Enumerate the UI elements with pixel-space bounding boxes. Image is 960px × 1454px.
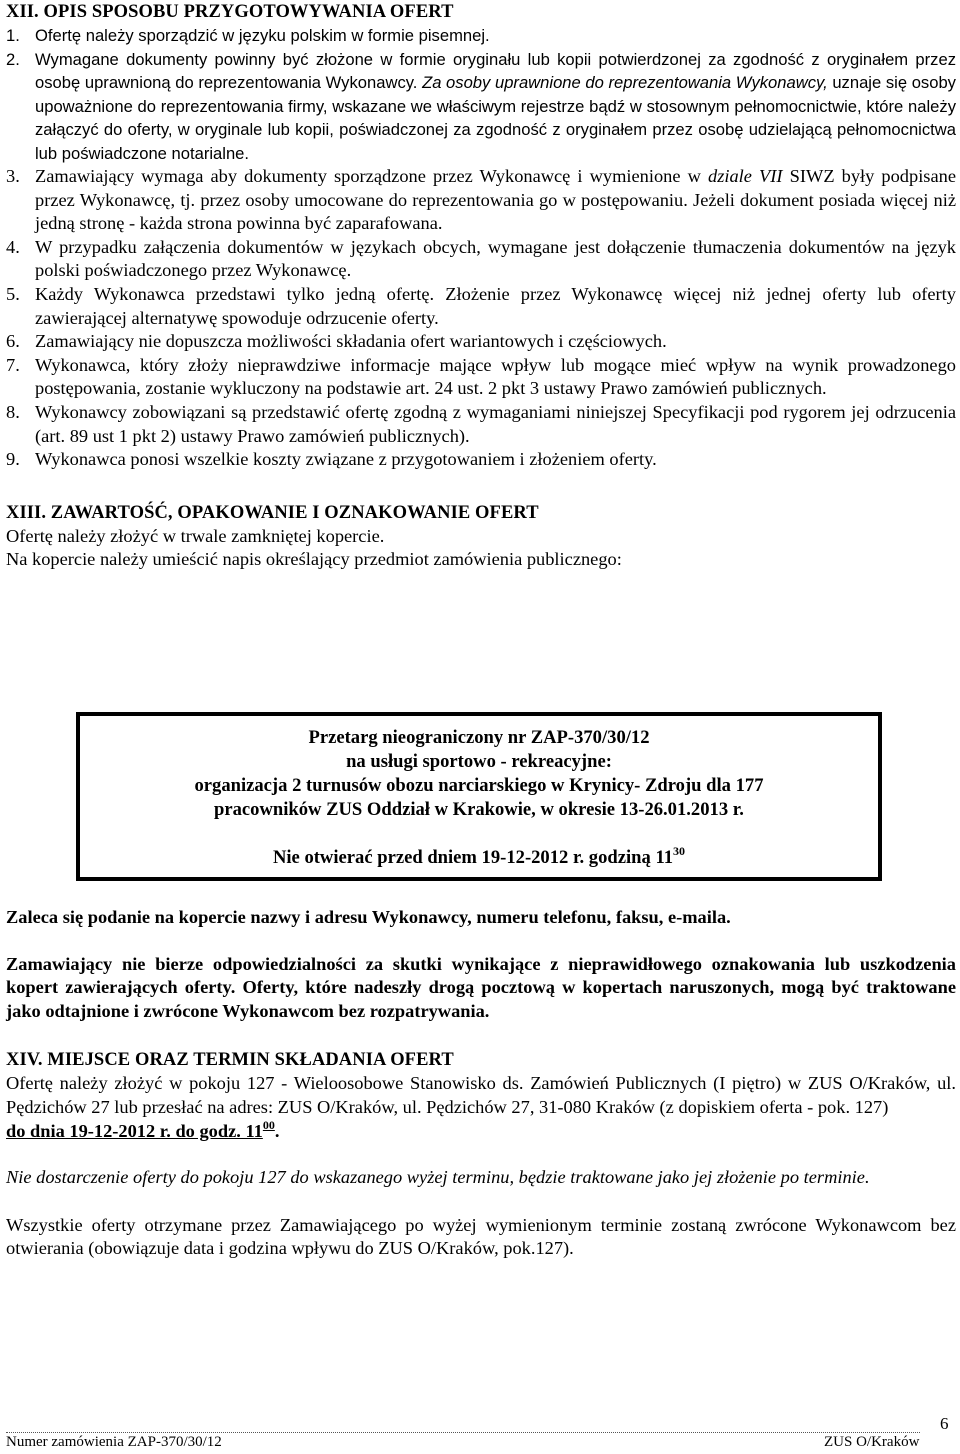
box-line: organizacja 2 turnusów obozu narciarskiego w Krynicy- Zdroju dla 177: [194, 775, 764, 796]
section-13-heading: XIII. ZAWARTOŚĆ, OPAKOWANIE I OZNAKOWANIE OFERT: [6, 502, 539, 523]
section-14-para2: Nie dostarczenie oferty do pokoju 127 do wskazanego wyżej terminu, będzie traktowane jako jej złożenie po terminie.: [6, 1167, 870, 1188]
document-page: [6, 0, 956, 572]
section-13-para2: Zamawiający nie bierze odpowiedzialności za skutki wynikające z nieprawidłowego oznakowania lub uszkodzenia kopert zawierających oferty. Oferty, które nadeszły drogą pocztową w kopertach naruszonych, mogą być traktowane jako odtajnione i zwrócone Wykonawcom bez rozpatrywania.: [6, 953, 956, 1021]
list-item: 2. Wymagane dokumenty powinny być złożone w formie oryginału lub kopii potwierdzonej za zgodność z oryginałem przez osobę uprawnioną do reprezentowania Wykonawcy. Za osoby uprawnione do reprezentowania Wykonawcy, uznaje się osoby upoważnione do reprezentowania firmy, wskazane we właściwym rejestrze bądź w stosownym pełnomocnictwie, które należy załączyć do oferty, w oryginale lub kopii, poświadczonej za zgodność z oryginałem przez osobę udzielającą pełnomocnictwa lub poświadczone notarialne.: [6, 48, 956, 166]
section-14-para1: Ofertę należy złożyć w pokoju 127 - Wieloosobowe Stanowisko ds. Zamówień Publicznych (I piętro) w ZUS O/Kraków, ul. Pędzichów 27 lub przesłać na adres: ZUS O/Kraków, ul. Pędzichów 27, 31-080 Kraków (z dopiskiem oferta - pok. 127): [6, 1073, 956, 1117]
list-item: 3. Zamawiający wymaga aby dokumenty sporządzone przez Wykonawcę i wymienione w dziale VII SIWZ były podpisane przez Wykonawcę, tj. przez osoby umocowane do reprezentowania go w postępowaniu. Jeżeli dokument posiada więcej niż jedną stronę - każda strona powinna być zaparafowana.: [6, 165, 956, 236]
list-item-text: Wykonawcy zobowiązani są przedstawić ofertę zgodną z wymaganiami niniejszej Specyfikacji pod rygorem jej odrzucenia (art. 89 ust 1 pkt 2) ustawy Prawo zamówień publicznych).: [35, 401, 956, 446]
list-item: 9. Wykonawca ponosi wszelkie koszty związane z przygotowaniem i złożeniem oferty.: [6, 448, 956, 472]
list-item-text: Wykonawca ponosi wszelkie koszty związane z przygotowaniem i złożeniem oferty.: [35, 449, 657, 470]
section-14-deadline: do dnia 19-12-2012 r. do godz. $11^{00}$.: [6, 1117, 280, 1141]
box-line: pracowników ZUS Oddział w Krakowie, w okresie 13-26.01.2013 r.: [214, 799, 744, 820]
section-12-list: [6, 24, 956, 165]
list-item-text: Zamawiający nie dopuszcza możliwości składania ofert wariantowych i częściowych.: [35, 331, 667, 352]
section-13-line1: Ofertę należy złożyć w trwale zamkniętej kopercie.: [6, 525, 385, 546]
box-line-deadline: Nie otwierać przed dniem 19-12-2012 r. godziną $11^{30}$: [272, 844, 686, 868]
list-item-text: Wykonawca, który złoży nieprawdziwe informacje mające wpływ lub mogące mieć wpływ na wynik prowadzonego postępowania, zostanie wykluczony na podstawie art. 24 ust. 2 pkt 3 ustawy Prawo zamówień publicznych.: [35, 354, 956, 399]
list-item: 5. Każdy Wykonawca przedstawi tylko jedną ofertę. Złożenie przez Wykonawcę więcej niż jednej oferty lub oferty zawierającej alternatywę spowoduje odrzucenie oferty.: [6, 283, 956, 330]
section-13-line2: Na kopercie należy umieścić napis określający przedmiot zamówienia publicznego:: [6, 549, 622, 570]
list-item-text: W przypadku załączenia dokumentów w językach obcych, wymagane jest dołączenie tłumaczenia dokumentów na język polski poświadczonego przez Wykonawcę.: [35, 236, 956, 281]
list-item: 8. Wykonawcy zobowiązani są przedstawić ofertę zgodną z wymaganiami niniejszej Specyfikacji pod rygorem jej odrzucenia (art. 89 ust 1 pkt 2) ustawy Prawo zamówień publicznych).: [6, 401, 956, 448]
list-item: 4. W przypadku załączenia dokumentów w językach obcych, wymagane jest dołączenie tłumaczenia dokumentów na język polski poświadczonego przez Wykonawcę.: [6, 236, 956, 283]
list-item-text: Każdy Wykonawca przedstawi tylko jedną ofertę. Złożenie przez Wykonawcę więcej niż jednej oferty lub oferty zawierającej alternatywę spowoduje odrzucenie oferty.: [35, 283, 956, 328]
list-item: 6. Zamawiający nie dopuszcza możliwości składania ofert wariantowych i częściowych.: [6, 330, 956, 354]
document-page-lower: [6, 906, 956, 1261]
section-14-para3: Wszystkie oferty otrzymane przez Zamawiającego po wyżej wymienionym terminie zostaną zwrócone Wykonawcom bez otwierania (obowiązuje data i godzina wpływu do ZUS O/Kraków, pok.127).: [6, 1214, 956, 1259]
page-number: 6: [940, 1414, 949, 1433]
footer-divider: [6, 1432, 920, 1433]
footer-office: ZUS O/Kraków: [824, 1434, 920, 1450]
box-line: na usługi sportowo - rekreacyjne:: [346, 751, 612, 772]
list-item-text: Ofertę należy sporządzić w języku polskim w formie pisemnej.: [35, 26, 490, 45]
section-13-para1: Zaleca się podanie na kopercie nazwy i adresu Wykonawcy, numeru telefonu, faksu, e-maila.: [6, 907, 731, 927]
list-item-text: Wymagane dokumenty powinny być złożone w formie oryginału lub kopii potwierdzonej za zgodność z oryginałem przez osobę uprawnioną do reprezentowania Wykonawcy. Za osoby uprawnione do reprezentowania Wykonawcy, uznaje się osoby upoważnione do reprezentowania firmy, wskazane we właściwym rejestrze bądź w stosownym pełnomocnictwie, które należy załączyć do oferty, w oryginale lub kopii, poświadczonej za zgodność z oryginałem przez osobę udzielającą pełnomocnictwa lub poświadczone notarialne.: [35, 49, 956, 163]
list-item: 7. Wykonawca, który złoży nieprawdziwe informacje mające wpływ lub mogące mieć wpływ na wynik prowadzonego postępowania, zostanie wykluczony na podstawie art. 24 ust. 2 pkt 3 ustawy Prawo zamówień publicznych.: [6, 354, 956, 401]
section-14-heading: XIV. MIEJSCE ORAZ TERMIN SKŁADANIA OFERT: [6, 1050, 454, 1071]
section-12-heading: XII. OPIS SPOSOBU PRZYGOTOWYWANIA OFERT: [6, 2, 454, 22]
box-line: Przetarg nieograniczony nr ZAP-370/30/12: [308, 727, 650, 748]
envelope-label-box: [76, 712, 882, 881]
footer-order-number: Numer zamówienia ZAP-370/30/12: [6, 1434, 222, 1450]
section-12-list-serif: [6, 165, 956, 472]
list-item: 1. Ofertę należy sporządzić w języku polskim w formie pisemnej.: [6, 24, 956, 48]
list-item-text: Zamawiający wymaga aby dokumenty sporządzone przez Wykonawcę i wymienione w dziale VII SIWZ były podpisane przez Wykonawcę, tj. przez osoby umocowane do reprezentowania go w postępowaniu. Jeżeli dokument posiada więcej niż jedną stronę - każda strona powinna być zaparafowana.: [35, 166, 956, 234]
